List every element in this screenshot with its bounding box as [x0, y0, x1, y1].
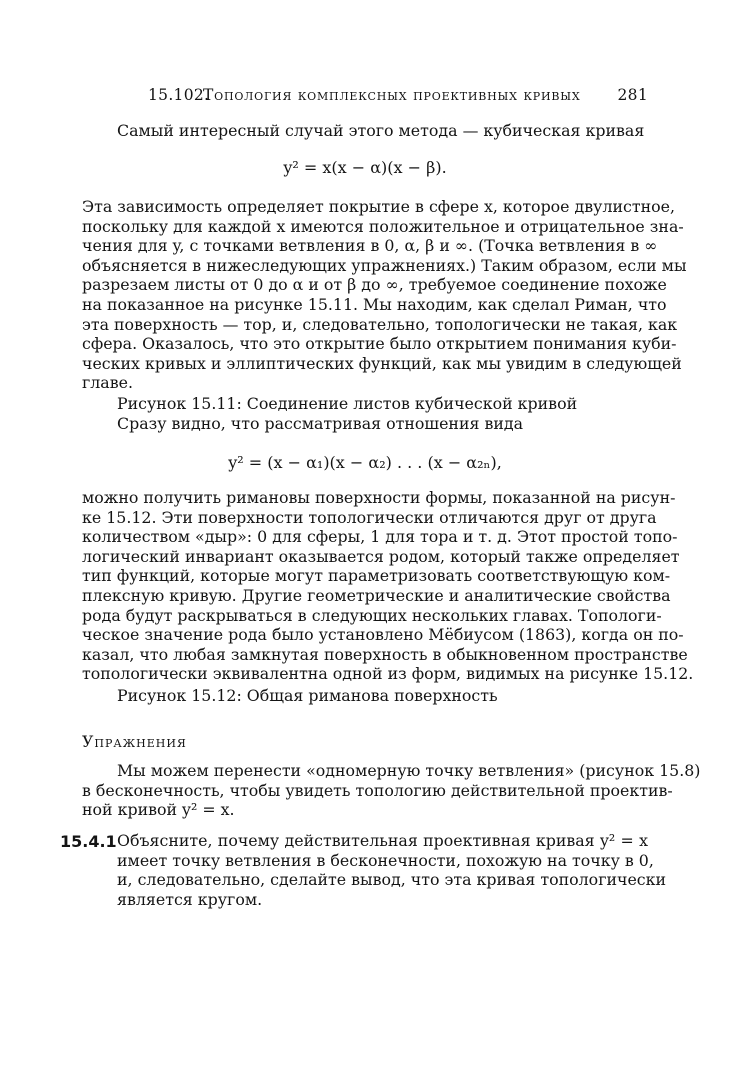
exercise-line: Объясните, почему действительная проективная кривая y² = x	[117, 831, 648, 850]
paragraph-line: объясняется в нижеследующих упражнениях.) Таким образом, если мы	[82, 255, 687, 275]
formula-general: y² = (x − α₁)(x − α₂) . . . (x − α₂ₙ),	[228, 453, 502, 472]
paragraph-line: поскольку для каждой x имеются положительное и отрицательное зна-	[82, 216, 684, 236]
paragraph-line: количеством «дыр»: 0 для сферы, 1 для тора и т. д. Этот простой топо-	[82, 527, 678, 547]
formula-cubic: y² = x(x − α)(x − β).	[283, 158, 447, 177]
paragraph-line: чения для y, с точками ветвления в 0, α, β и ∞. (Точка ветвления в ∞	[82, 236, 658, 256]
paragraph-line: эта поверхность — тор, и, следовательно, топологически не такая, как	[82, 314, 678, 334]
paragraph-line: в бесконечность, чтобы увидеть топологию действительной проектив-	[82, 780, 673, 800]
intro-sentence: Самый интересный случай этого метода — кубическая кривая	[117, 121, 645, 140]
paragraph-line: можно получить римановы поверхности формы, показанной на рисун-	[82, 488, 676, 507]
section-title: Топология комплексных проективных кривых	[203, 86, 581, 104]
paragraph-line: на показанное на рисунке 15.11. Мы находим, как сделал Риман, что	[82, 294, 667, 314]
paragraph-line: ной кривой y² = x.	[82, 800, 235, 820]
paragraph-line: ке 15.12. Эти поверхности топологически отличаются друг от друга	[82, 507, 657, 527]
paragraph-line: казал, что любая замкнутая поверхность в обыкновенном пространстве	[82, 644, 688, 664]
paragraph-line: плексную кривую. Другие геометрические и аналитические свойства	[82, 585, 671, 605]
exercises-intro	[82, 761, 701, 820]
paragraph-line: ческих кривых и эллиптических функций, как мы увидим в следующей	[82, 353, 682, 373]
exercise-number: 15.4.1	[60, 832, 117, 851]
exercise-line: является кругом.	[117, 889, 263, 909]
paragraph-line: главе.	[82, 373, 133, 393]
paragraph-line: Эта зависимость определяет покрытие в сфере x, которое двулистное,	[82, 197, 676, 216]
paragraph-line: сфера. Оказалось, что это открытие было открытием понимания куби-	[82, 334, 677, 354]
exercise-line: имеет точку ветвления в бесконечности, похожую на точку в 0,	[117, 850, 654, 870]
paragraph-line: Мы можем перенести «одномерную точку ветвления» (рисунок 15.8)	[117, 761, 701, 780]
intro-sentence-2: Сразу видно, что рассматривая отношения вида	[117, 414, 524, 433]
running-header	[148, 86, 648, 106]
exercises-heading: Упражнения	[82, 732, 187, 751]
page-number: 281	[617, 86, 648, 104]
figure-caption-15-11: Рисунок 15.11: Соединение листов кубической кривой	[117, 394, 578, 413]
paragraph-line: логический инвариант оказывается родом, который также определяет	[82, 546, 680, 566]
exercise-line: и, следовательно, сделайте вывод, что эта кривая топологически	[117, 870, 667, 890]
paragraph-line: ческое значение рода было установлено Мёбиусом (1863), когда он по-	[82, 625, 684, 645]
figure-caption-15-12: Рисунок 15.12: Общая риманова поверхность	[117, 686, 498, 705]
paragraph-2	[82, 488, 694, 684]
exercise-text	[117, 831, 667, 909]
paragraph-line: разрезаем листы от 0 до α и от β до ∞, требуемое соединение похоже	[82, 275, 667, 295]
paragraph-line: топологически эквивалентна одной из форм, видимых на рисунке 15.12.	[82, 664, 694, 684]
paragraph-line: тип функций, которые могут параметризовать соответствующую ком-	[82, 566, 671, 586]
section-number: 15.102.	[148, 86, 210, 104]
paragraph-line: рода будут раскрываться в следующих нескольких главах. Топологи-	[82, 605, 662, 625]
paragraph-1	[82, 197, 687, 393]
